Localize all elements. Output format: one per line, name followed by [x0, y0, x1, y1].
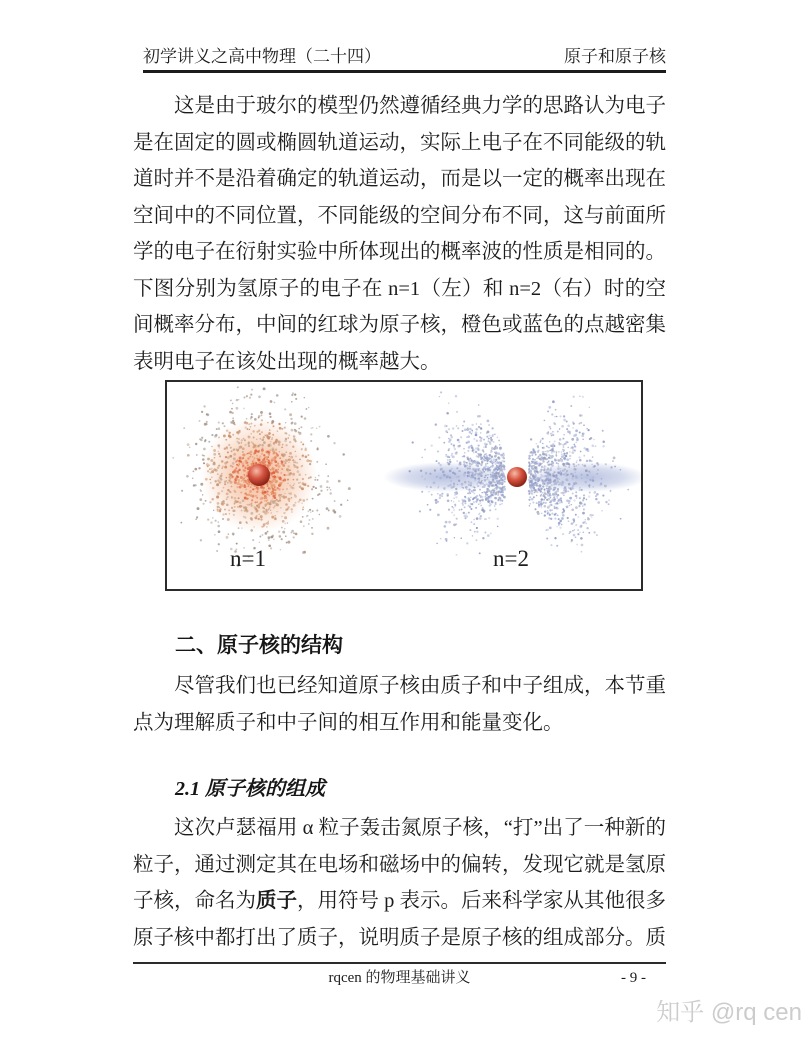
header-rule — [143, 70, 666, 73]
footer-title: rqcen 的物理基础讲义 — [328, 970, 471, 986]
zhihu-watermark: 知乎 @rq cen — [656, 999, 802, 1026]
electron-cloud-figure — [165, 380, 643, 591]
page-header — [143, 47, 666, 67]
subsection-heading-nucleus-composition: 2.1 原子核的组成 — [175, 778, 325, 800]
paragraph-proton-discovery — [133, 810, 666, 956]
page-number: - 9 - — [621, 970, 646, 986]
header-right-title: 原子和原子核 — [564, 47, 666, 66]
header-left-title: 初学讲义之高中物理（二十四） — [143, 47, 381, 66]
page-footer — [133, 968, 666, 988]
document-body — [133, 88, 666, 956]
proton-text-before: 这次卢瑟福用 α 粒子轰击氮原子核，“打”出了一种新的粒子，通过测定其在电场和磁场中的偏转，发现它就是氢原子核，命名为 — [133, 817, 666, 912]
figure-label-n1: n=1 — [230, 546, 266, 571]
section-heading-nucleus-structure: 二、原子核的结构 — [175, 634, 343, 657]
footer-rule — [133, 962, 666, 964]
proton-text-after: ，用符号 p 表示。后来科学家从其他很多原子核中都打出了质子，说明质子是原子核的组成部分。质 — [133, 890, 666, 949]
paragraph-bohr-model: 这是由于玻尔的模型仍然遵循经典力学的思路认为电子是在固定的圆或椭圆轨道运动，实际上电子在不同能级的轨道时并不是沿着确定的轨道运动，而是以一定的概率出现在空间中的不同位置，不同能级的空间分布不同，这与前面所学的电子在衍射实验中所体现出的概率波的性质是相同的。下图分别为氢原子的电子在 n=1（左）和 n=2（右）时的空间概率分布，中间的红球为原子核，橙色或蓝色的点越密集表明电子在该处出现的概率越大。 — [133, 95, 666, 373]
paragraph-nucleus-intro: 尽管我们也已经知道原子核由质子和中子组成，本节重点为理解质子和中子间的相互作用和能量变化。 — [133, 675, 666, 734]
figure-label-n2: n=2 — [493, 546, 529, 571]
proton-term-bold: 质子 — [256, 890, 297, 912]
